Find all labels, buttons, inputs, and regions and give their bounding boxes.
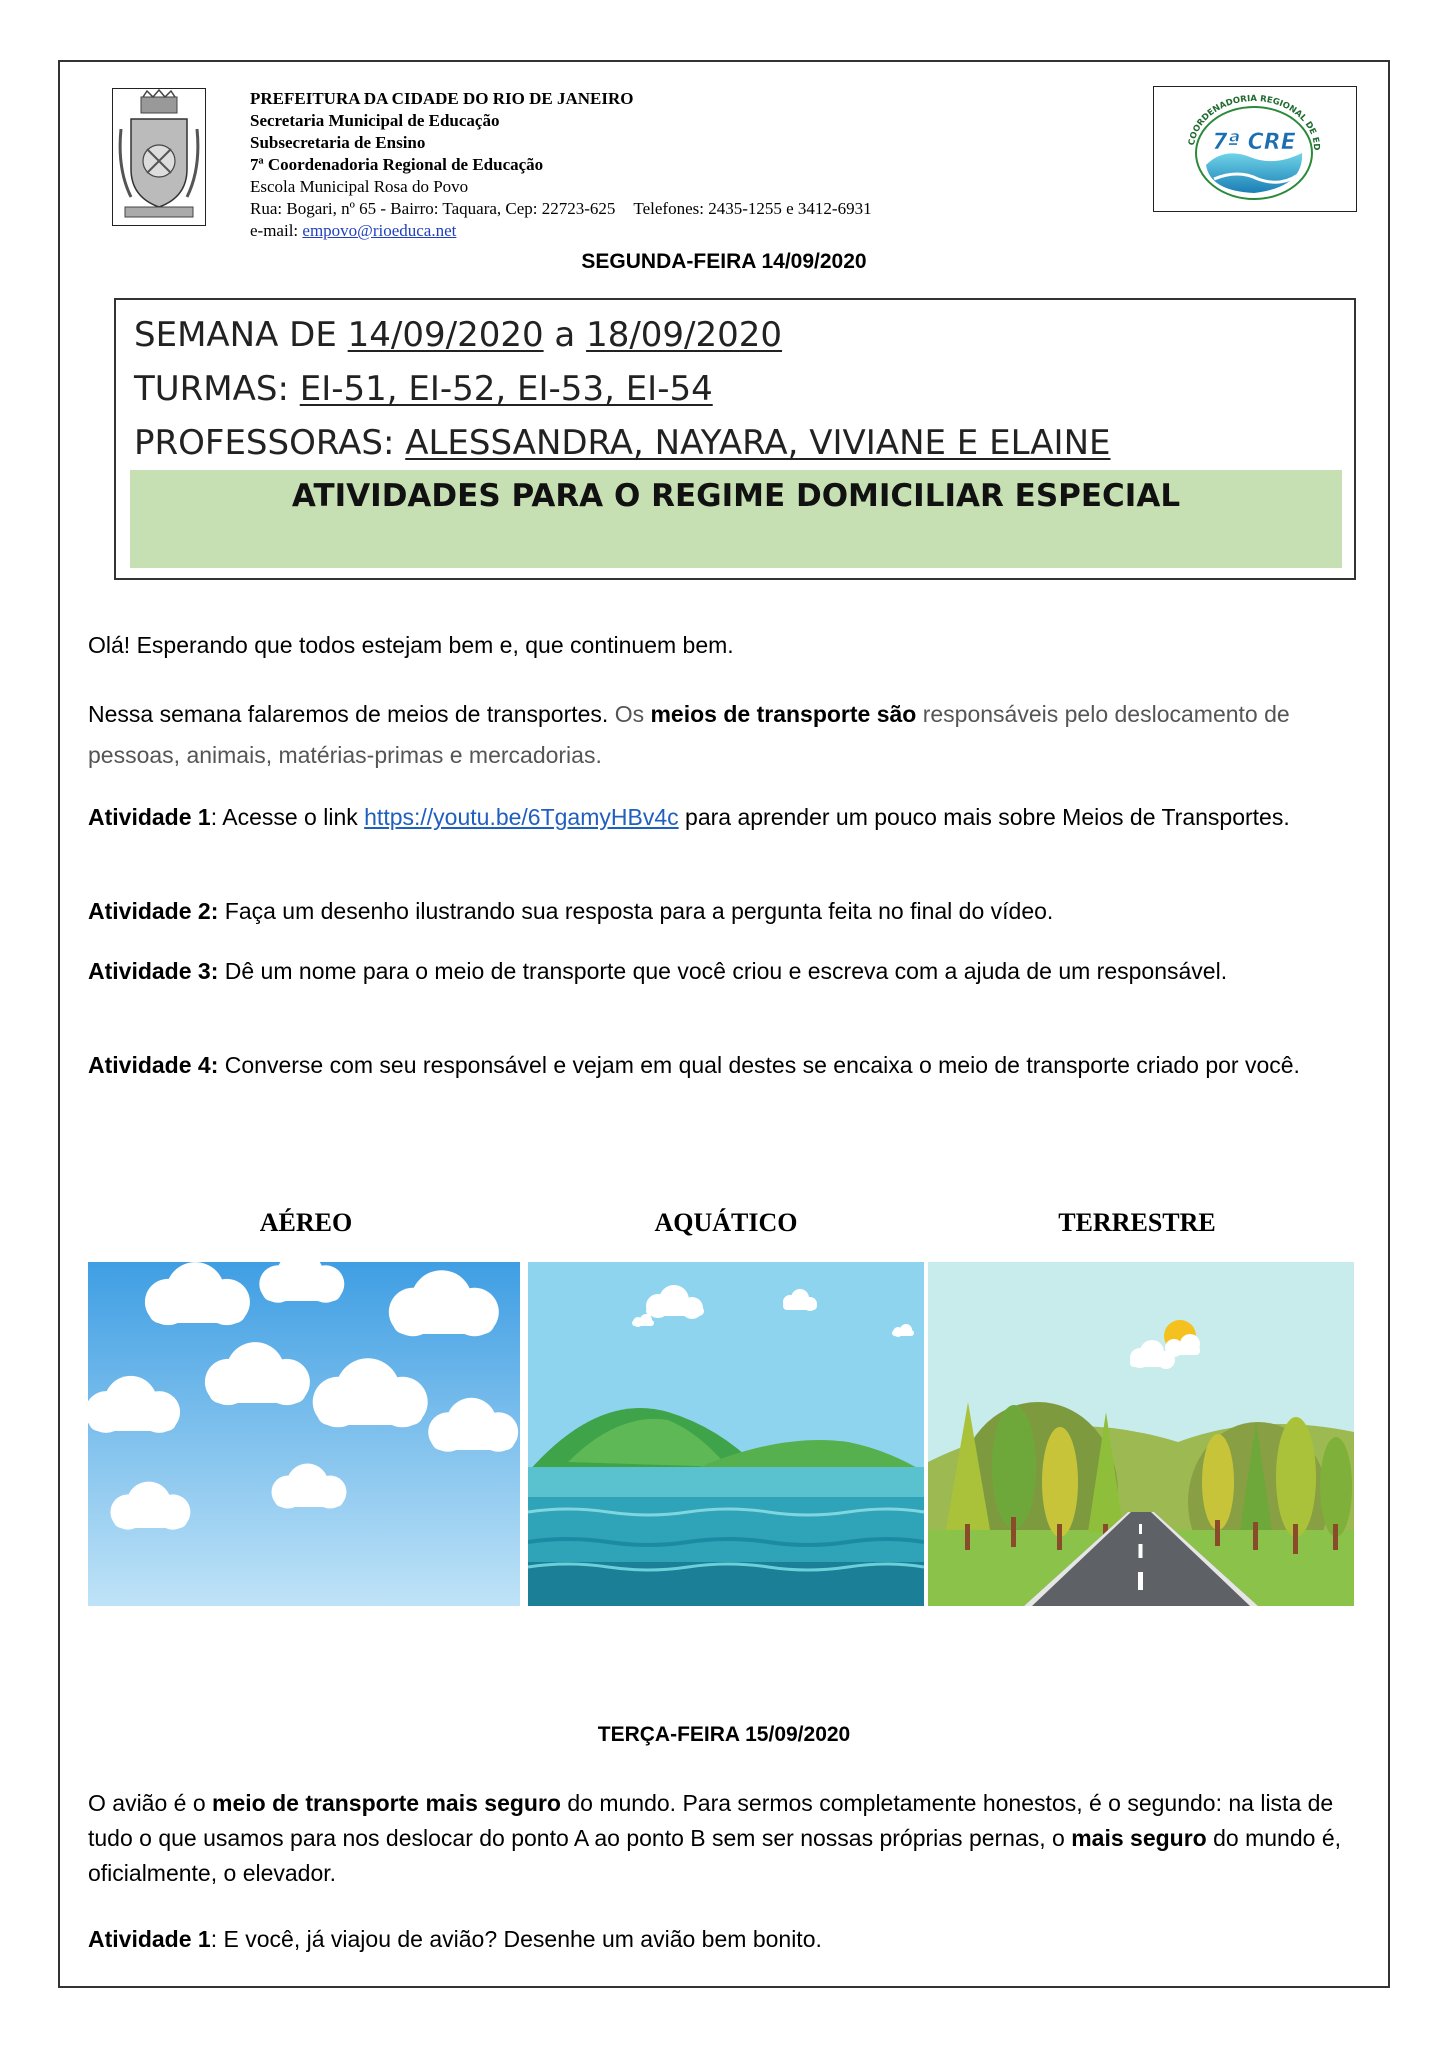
greeting-paragraph: Olá! Esperando que todos estejam bem e, que continuem bem.	[88, 632, 734, 658]
tuesday-activity-paragraph	[88, 1922, 1363, 1957]
sea-scene	[528, 1262, 924, 1606]
activity-2-paragraph	[88, 894, 1363, 929]
activity-text: Converse com seu responsável e vejam em qual destes se encaixa o meio de transporte criado por você.	[224, 1052, 1300, 1078]
activity-1-paragraph	[88, 800, 1363, 835]
school-phones: Telefones: 2435-1255 e 3412-6931	[633, 199, 872, 218]
airplane-text: do mundo é, oficialmente, o elevador.	[88, 1825, 1341, 1886]
activity-text: Faça um desenho ilustrando sua resposta para a pergunta feita no final do vídeo.	[224, 898, 1054, 924]
airplane-bold: mais seguro	[1071, 1825, 1207, 1851]
secretariat-name: Secretaria Municipal de Educação	[250, 111, 500, 130]
activity-3-paragraph	[88, 954, 1363, 989]
activity-label: Atividade 4:	[88, 1052, 219, 1078]
airplane-paragraph	[88, 1786, 1363, 1891]
cre-logo-icon	[1154, 87, 1354, 209]
school-email-line	[250, 220, 872, 242]
activity-label: Atividade 1	[88, 1926, 211, 1952]
week-label: SEMANA DE	[134, 315, 348, 355]
category-label-land: TERRESTRE	[1058, 1208, 1216, 1237]
school-name: Escola Municipal Rosa do Povo	[250, 177, 469, 196]
airplane-text: do mundo. Para sermos completamente honestos, é o segundo: na lista de tudo o que usamos para nos deslocar do ponto A ao ponto B sem ser nossas próprias pernas, o	[88, 1790, 1334, 1851]
week-date-from: 14/09/2020	[347, 315, 544, 355]
week-info-lines	[134, 308, 1111, 470]
activity-label: Atividade 1	[88, 804, 211, 830]
subsecretariat-name: Subsecretaria de Ensino	[250, 133, 426, 152]
airplane-bold: meio de transporte mais seguro	[212, 1790, 561, 1816]
classes-line	[134, 362, 1111, 416]
school-address-line	[250, 198, 872, 220]
city-crest	[112, 88, 206, 226]
activity-label: Atividade 2:	[88, 898, 219, 924]
activity-separator: :	[210, 804, 223, 830]
category-label-water: AQUÁTICO	[654, 1208, 798, 1237]
activity-separator: :	[210, 1926, 224, 1952]
week-connector: a	[543, 315, 587, 355]
video-link[interactable]: https://youtu.be/6TgamyHBv4c	[364, 804, 679, 830]
email-link[interactable]: empovo@rioeduca.net	[302, 221, 457, 240]
activity-text: Dê um nome para o meio de transporte que você criou e escreva com a ajuda de um responsável.	[224, 958, 1228, 984]
svg-text:COORDENADORIA REGIONAL DE EDUC: COORDENADORIA REGIONAL DE ED	[1187, 93, 1322, 151]
teachers-label: PROFESSORAS:	[134, 423, 406, 463]
activity-text: para aprender um pouco mais sobre Meios de Transportes.	[678, 804, 1290, 830]
week-date-to: 18/09/2020	[586, 315, 783, 355]
activity-4-paragraph	[88, 1048, 1363, 1083]
activity-text: E você, já viajou de avião? Desenhe um avião bem bonito.	[223, 1926, 822, 1952]
intro-paragraph	[88, 694, 1363, 776]
sea-mountains-illustration	[528, 1262, 924, 1606]
airplane-text: O avião é o	[88, 1790, 213, 1816]
classes-list: EI-51, EI-52, EI-53, EI-54	[299, 369, 713, 409]
coordination-name: 7ª Coordenadoria Regional de Educação	[250, 155, 544, 174]
sky-clouds-illustration	[88, 1262, 520, 1606]
school-header	[250, 88, 872, 242]
week-line	[134, 308, 1111, 362]
intro-text: Nessa semana falaremos de meios de transportes.	[88, 701, 609, 727]
teachers-list: ALESSANDRA, NAYARA, VIVIANE E ELAINE	[405, 423, 1111, 463]
coat-of-arms-icon	[113, 89, 205, 225]
category-label-air: AÉREO	[259, 1208, 353, 1237]
classes-label: TURMAS:	[134, 369, 300, 409]
sky-scene	[88, 1262, 520, 1606]
intro-bold: meios de transporte são	[650, 701, 917, 727]
cre-logo	[1153, 86, 1357, 212]
intro-text-rest: responsáveis pelo deslocamento de pessoas, animais, matérias-primas e mercadorias.	[88, 701, 1290, 768]
land-scene	[928, 1262, 1354, 1606]
teachers-line	[134, 416, 1111, 470]
tuesday-heading: TERÇA-FEIRA 15/09/2020	[597, 1723, 851, 1746]
road-trees-illustration	[928, 1262, 1354, 1606]
city-hall-name: PREFEITURA DA CIDADE DO RIO DE JANEIRO	[250, 89, 634, 108]
activities-banner-title: ATIVIDADES PARA O REGIME DOMICILIAR ESPECIAL	[291, 478, 1181, 514]
school-address: Rua: Bogari, nº 65 - Bairro: Taquara, Cep: 22723-625	[250, 199, 616, 218]
activity-text: Acesse o link	[222, 804, 365, 830]
svg-text:7ª CRE: 7ª CRE	[1212, 130, 1296, 155]
intro-text-connector: Os	[608, 701, 651, 727]
monday-heading: SEGUNDA-FEIRA 14/09/2020	[581, 250, 867, 273]
activity-label: Atividade 3:	[88, 958, 219, 984]
email-label: e-mail:	[250, 221, 303, 240]
